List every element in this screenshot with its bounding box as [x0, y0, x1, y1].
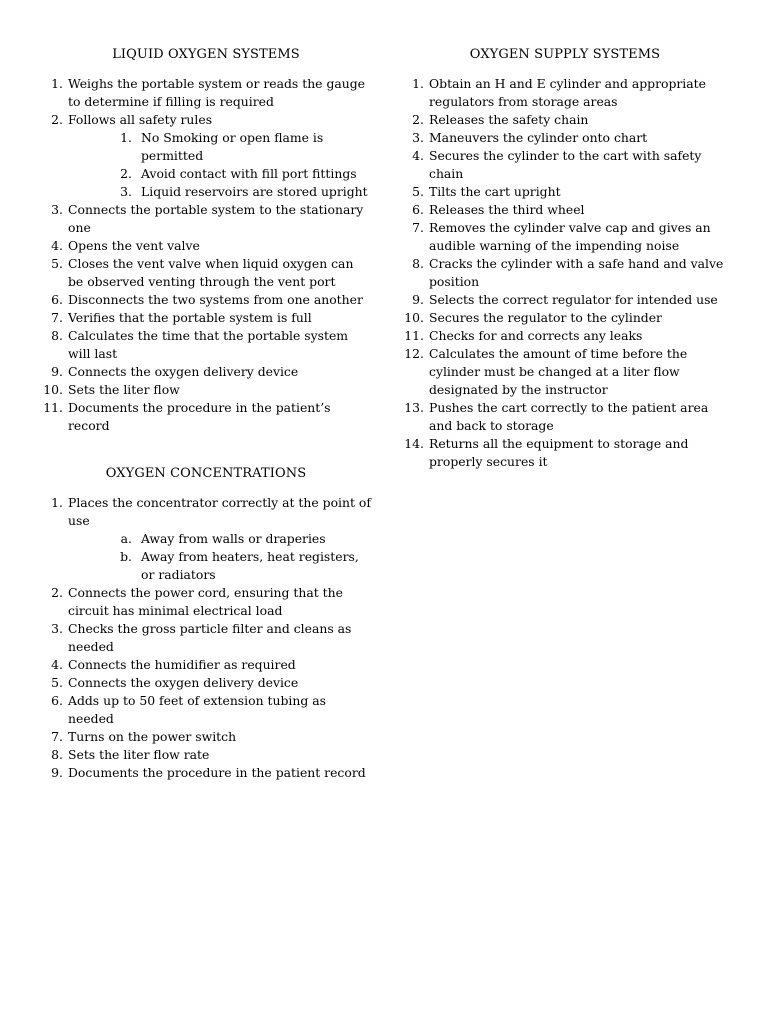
list-item: 10. Secures the regulator to the cylinder	[404, 310, 662, 325]
list-item: 9. Connects the oxygen delivery device	[51, 364, 299, 379]
item-text: Calculates the amount of time before the cylinder must be changed at a liter flow designated by the instructor	[429, 346, 688, 397]
item-text: Maneuvers the cylinder onto chart	[429, 130, 648, 145]
list-item: 3. Checks the gross particle filter and cleans as needed	[51, 621, 352, 654]
item-text: Follows all safety rules	[68, 112, 213, 127]
list-item: 1. Obtain an H and E cylinder and appropriate regulators from storage areas	[412, 76, 706, 109]
list-item: 4. Opens the vent valve	[51, 238, 200, 253]
sublist-item: 2. Avoid contact with fill port fittings	[120, 166, 357, 181]
concentrations-list	[40, 494, 372, 782]
list-item: 4. Secures the cylinder to the cart with safety chain	[412, 148, 702, 181]
list-item: 1. Weighs the portable system or reads the gauge to determine if filling is required	[51, 76, 366, 109]
item-text: No Smoking or open flame is permitted	[141, 130, 324, 163]
item-text: Connects the humidifier as required	[68, 657, 296, 672]
item-text: Secures the regulator to the cylinder	[429, 310, 662, 325]
item-text: Closes the vent valve when liquid oxygen can be observed venting through the vent port	[68, 256, 354, 289]
list-item: 6. Disconnects the two systems from one another	[51, 292, 363, 307]
list-item: 8. Cracks the cylinder with a safe hand and valve position	[412, 256, 724, 289]
item-text: Opens the vent valve	[68, 238, 200, 253]
list-item: 8. Calculates the time that the portable system will last	[51, 328, 349, 361]
item-text: Disconnects the two systems from one another	[68, 292, 363, 307]
list-item: 3. Maneuvers the cylinder onto chart	[412, 130, 648, 145]
supply-systems-list	[402, 75, 728, 471]
item-text: Removes the cylinder valve cap and gives an audible warning of the impending noise	[429, 220, 711, 253]
item-text: Cracks the cylinder with a safe hand and valve position	[429, 256, 724, 289]
item-text: Checks for and corrects any leaks	[429, 328, 643, 343]
safety-rules-sublist	[68, 129, 372, 201]
item-text: Connects the power cord, ensuring that the circuit has minimal electrical load	[68, 585, 343, 618]
concentrations-heading: OXYGEN CONCENTRATIONS	[105, 466, 307, 481]
item-text: Documents the procedure in the patient record	[68, 765, 366, 780]
liquid-oxygen-heading: LIQUID OXYGEN SYSTEMS	[112, 47, 300, 62]
item-text: Documents the procedure in the patient’s record	[68, 400, 331, 433]
list-item: 13. Pushes the cart correctly to the patient area and back to storage	[404, 400, 709, 433]
list-item: 6. Adds up to 50 feet of extension tubing as needed	[51, 693, 326, 726]
item-text: Turns on the power switch	[68, 729, 237, 744]
placement-sublist	[68, 530, 372, 584]
list-item: 5. Tilts the cart upright	[412, 184, 561, 199]
item-text: Obtain an H and E cylinder and appropriate regulators from storage areas	[429, 76, 706, 109]
item-text: Secures the cylinder to the cart with safety chain	[429, 148, 702, 181]
list-item: 1. Places the concentrator correctly at the point of use a. Away from walls or draperies b. Away from heaters, heat registers, or radiators	[51, 495, 371, 582]
list-item: 6. Releases the third wheel	[412, 202, 585, 217]
item-text: Avoid contact with fill port fittings	[141, 166, 357, 181]
item-text: Adds up to 50 feet of extension tubing as needed	[68, 693, 326, 726]
item-text: Returns all the equipment to storage and properly secures it	[429, 436, 689, 469]
right-column	[402, 46, 728, 471]
list-item: 14. Returns all the equipment to storage and properly secures it	[404, 436, 689, 469]
list-item: 9. Selects the correct regulator for intended use	[412, 292, 718, 307]
item-text: Sets the liter flow	[68, 382, 180, 397]
item-text: Away from walls or draperies	[141, 531, 326, 546]
list-item: 10. Sets the liter flow	[43, 382, 180, 397]
sublist-item: a. Away from walls or draperies	[120, 531, 326, 546]
sublist-item: 3. Liquid reservoirs are stored upright	[120, 184, 368, 199]
item-text: Selects the correct regulator for intended use	[429, 292, 718, 307]
item-text: Verifies that the portable system is full	[68, 310, 312, 325]
item-text: Places the concentrator correctly at the point of use	[68, 495, 371, 528]
list-item: 11. Documents the procedure in the patient’s record	[43, 400, 331, 433]
item-text: Weighs the portable system or reads the gauge to determine if filling is required	[68, 76, 366, 109]
list-item: 5. Closes the vent valve when liquid oxygen can be observed venting through the vent port	[51, 256, 354, 289]
item-text: Pushes the cart correctly to the patient area and back to storage	[429, 400, 709, 433]
list-item: 2. Connects the power cord, ensuring that the circuit has minimal electrical load	[51, 585, 343, 618]
list-item: 8. Sets the liter flow rate	[51, 747, 210, 762]
item-text: Tilts the cart upright	[429, 184, 561, 199]
list-item: 2. Follows all safety rules 1. No Smoking or open flame is permitted 2. Avoid contact with fill port fittings 3. Liquid reservoirs are stored upright	[40, 111, 372, 201]
list-item: 3. Connects the portable system to the stationary one	[51, 202, 364, 235]
left-column	[40, 46, 372, 782]
list-item: 2. Releases the safety chain	[412, 112, 589, 127]
list-item: 7. Removes the cylinder valve cap and gives an audible warning of the impending noise	[412, 220, 711, 253]
liquid-oxygen-list	[40, 75, 372, 435]
sublist-item: 1. No Smoking or open flame is permitted	[120, 130, 324, 163]
list-item: 7. Turns on the power switch	[51, 729, 237, 744]
item-text: Calculates the time that the portable system will last	[68, 328, 349, 361]
supply-systems-heading: OXYGEN SUPPLY SYSTEMS	[469, 47, 661, 62]
item-text: Releases the third wheel	[429, 202, 585, 217]
list-item: 12. Calculates the amount of time before the cylinder must be changed at a liter flow designated by the instructor	[404, 346, 688, 397]
list-item: 5. Connects the oxygen delivery device	[51, 675, 299, 690]
item-text: Releases the safety chain	[429, 112, 589, 127]
item-text: Away from heaters, heat registers, or radiators	[141, 549, 359, 582]
item-text: Sets the liter flow rate	[68, 747, 210, 762]
sublist-item: b. Away from heaters, heat registers, or radiators	[120, 549, 359, 582]
item-text: Connects the oxygen delivery device	[68, 364, 299, 379]
list-item: 11. Checks for and corrects any leaks	[404, 328, 643, 343]
item-text: Liquid reservoirs are stored upright	[141, 184, 368, 199]
item-text: Connects the portable system to the stationary one	[68, 202, 364, 235]
list-item: 9. Documents the procedure in the patient record	[51, 765, 366, 780]
list-item: 7. Verifies that the portable system is full	[51, 310, 312, 325]
item-text: Connects the oxygen delivery device	[68, 675, 299, 690]
list-item: 4. Connects the humidifier as required	[51, 657, 296, 672]
item-text: Checks the gross particle filter and cleans as needed	[68, 621, 352, 654]
